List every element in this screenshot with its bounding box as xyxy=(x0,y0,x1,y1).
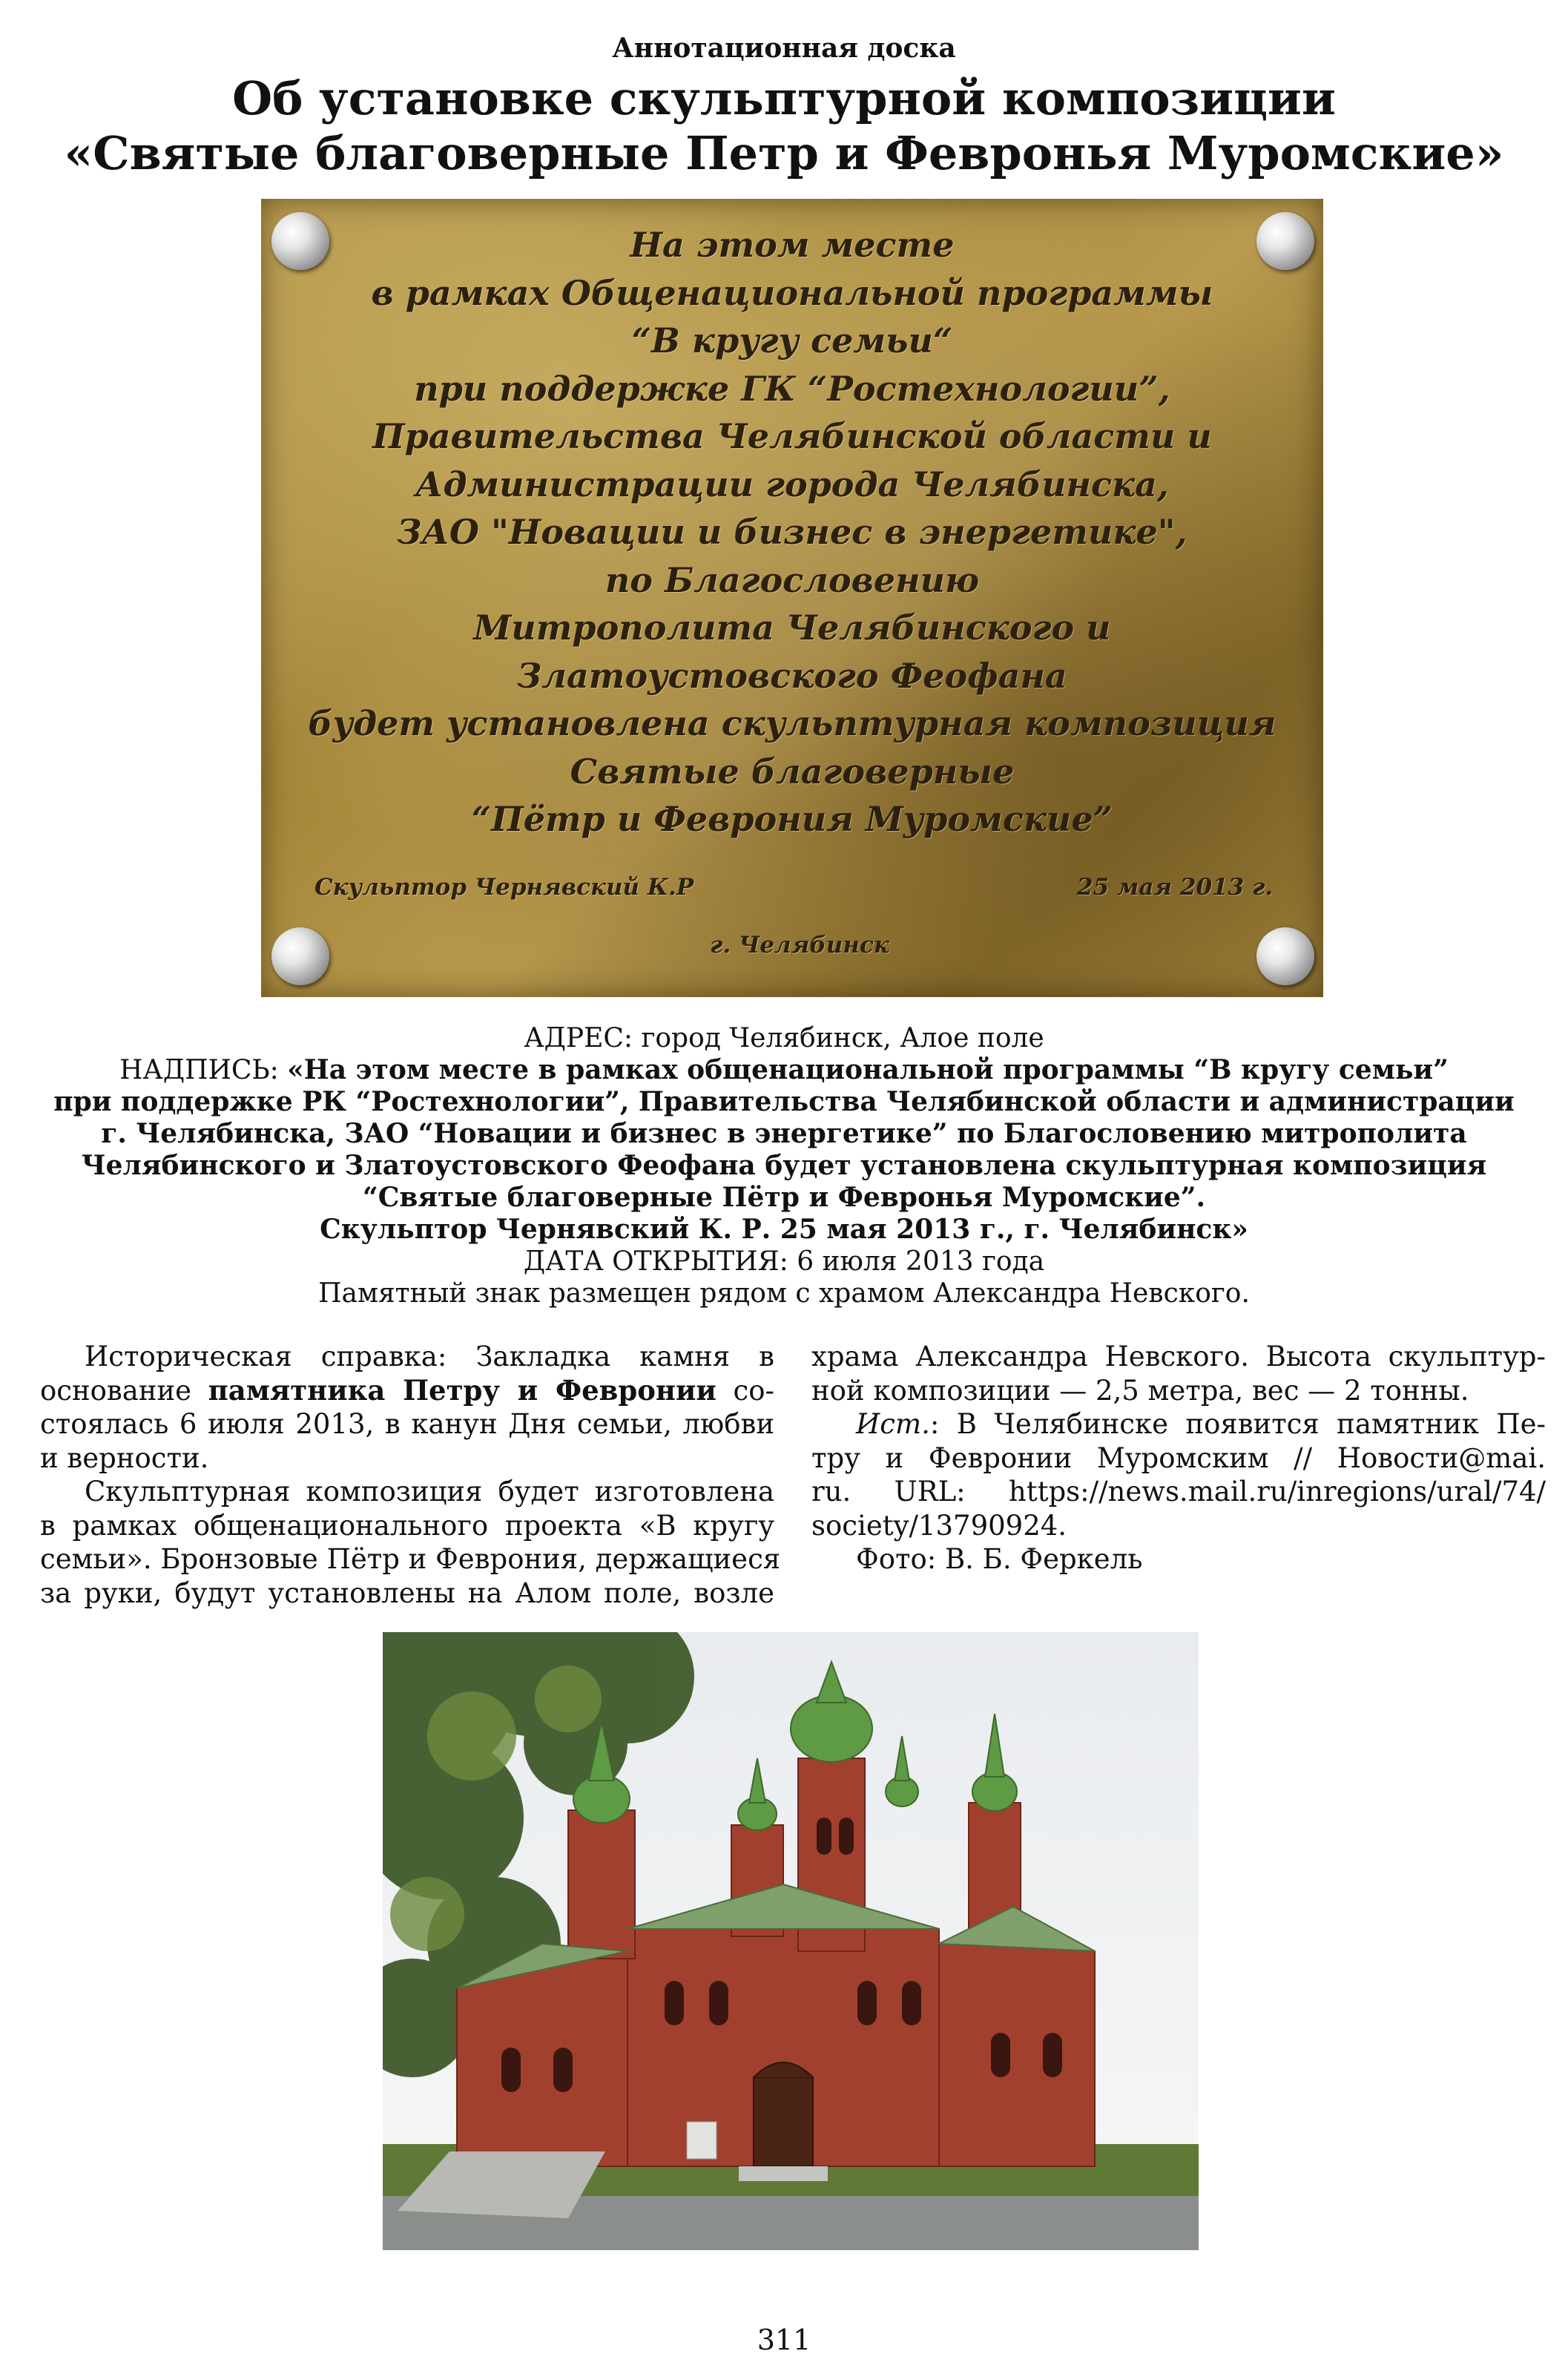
plaque-sculptor: Скульптор Чернявский К.Р xyxy=(314,874,694,901)
text-line: храма Александра Невского. Высота скульптур- xyxy=(811,1341,1546,1372)
text-line: society/13790924. xyxy=(811,1509,1067,1542)
address-label: АДРЕС: xyxy=(524,1023,633,1053)
text-line: тру и Февронии Муромским // Новости@mai. xyxy=(811,1441,1546,1474)
inscription-line-6: Скульптор Чернявский К. Р. 25 мая 2013 г., г. Челябинск» xyxy=(320,1214,1248,1245)
plaque-line: “Пётр и Феврония Муромские” xyxy=(471,799,1113,839)
address-value: город Челябинск, Алое поле xyxy=(641,1023,1044,1053)
inscription-line-3: г. Челябинска, ЗАО “Новации и бизнес в энергетике” по Благословению митрополита xyxy=(101,1118,1467,1149)
inscription-line-2: при поддержке РК “Ростехнологии”, Правительства Челябинской области и администрации xyxy=(53,1086,1515,1117)
photo-credit: Фото: В. Б. Феркель xyxy=(856,1543,1143,1575)
text-line: Историческая справка: Закладка камня в xyxy=(85,1341,774,1372)
plaque-inscription xyxy=(261,221,1323,844)
plaque-line: Администрации города Челябинска, xyxy=(415,464,1170,504)
plaque-city: г. Челябинск xyxy=(710,932,889,959)
inscription-label: НАДПИСЬ: xyxy=(119,1055,279,1085)
text-line: Скульптурная композиция будет изготовлена xyxy=(85,1476,774,1508)
inscription-line-1 xyxy=(0,1054,1568,1086)
text-line: основание памятника Петру и Февронии со- xyxy=(40,1373,774,1407)
left-column xyxy=(40,1340,781,1610)
right-column xyxy=(811,1340,1546,1577)
text-line: Ист.: В Челябинске появится памятник Пе- xyxy=(856,1408,1546,1440)
church-illustration xyxy=(383,1632,1199,2250)
address-line xyxy=(0,1022,1568,1054)
page-number: 311 xyxy=(757,2324,811,2356)
inscription-line-5: “Святые благоверные Пётр и Февронья Муромские”. xyxy=(363,1182,1205,1213)
text-line: семьи». Бронзовые Пётр и Феврония, держащиеся xyxy=(40,1543,781,1575)
plaque-line: по Благословению xyxy=(605,559,980,600)
inscription-line-4: Челябинского и Златоустовского Феофана будет установлена скульптурная композиция xyxy=(81,1150,1487,1181)
plaque-line: Святые благоверные xyxy=(570,751,1015,792)
plaque-line: ЗАО "Новации и бизнес в энергетике", xyxy=(397,512,1187,552)
text-line: стоялась 6 июля 2013, в канун Дня семьи, любви xyxy=(40,1408,774,1440)
opening-date-line xyxy=(0,1246,1568,1278)
plaque-photo xyxy=(261,199,1323,997)
text-line: в рамках общенационального проекта «В кругу xyxy=(40,1509,774,1542)
inscription-text: «На этом месте в рамках общенациональной программы “В кругу семьи” xyxy=(287,1054,1449,1085)
source-label: Ист. xyxy=(856,1408,930,1440)
monument-name: памятника Петру и Февронии xyxy=(208,1373,717,1407)
section-kicker: Аннотационная доска xyxy=(612,33,956,64)
plaque-date: 25 мая 2013 г. xyxy=(1077,874,1274,901)
plaque-line: Правительства Челябинской области и xyxy=(372,416,1212,456)
opening-label: ДАТА ОТКРЫТИЯ: xyxy=(523,1246,788,1277)
bolt-icon-bottom-right xyxy=(1256,927,1314,985)
text-line: ru. URL: https://news.mail.ru/inregions/ural/74/ xyxy=(811,1476,1546,1508)
bolt-icon-bottom-left xyxy=(271,927,329,985)
text-line: за руки, будут установлены на Алом поле, возле xyxy=(40,1577,774,1609)
plaque-line: На этом месте xyxy=(630,225,955,265)
page-title-line-1: Об установке скульптурной композиции xyxy=(232,71,1336,125)
church-photo xyxy=(383,1632,1199,2250)
page-title-line-2: «Святые благоверные Петр и Февронья Муромские» xyxy=(64,126,1504,180)
opening-value: 6 июля 2013 года xyxy=(797,1246,1045,1277)
plaque-line: Златоустовского Феофана xyxy=(517,655,1067,696)
plaque-line: при поддержке ГК “Ростехнологии”, xyxy=(414,368,1170,409)
location-note: Памятный знак размещен рядом с храмом Александра Невского. xyxy=(318,1278,1250,1309)
plaque-line: Митрополита Челябинского и xyxy=(473,608,1111,648)
plaque-line: в рамках Общенациональной программы xyxy=(371,272,1213,313)
text-line: ной композиции — 2,5 метра, вес — 2 тонны. xyxy=(811,1374,1469,1407)
plaque-line: “В кругу семьи“ xyxy=(631,320,953,361)
plaque-line: будет установлена скульптурная композиция xyxy=(308,703,1277,743)
text-line: и верности. xyxy=(40,1441,209,1474)
